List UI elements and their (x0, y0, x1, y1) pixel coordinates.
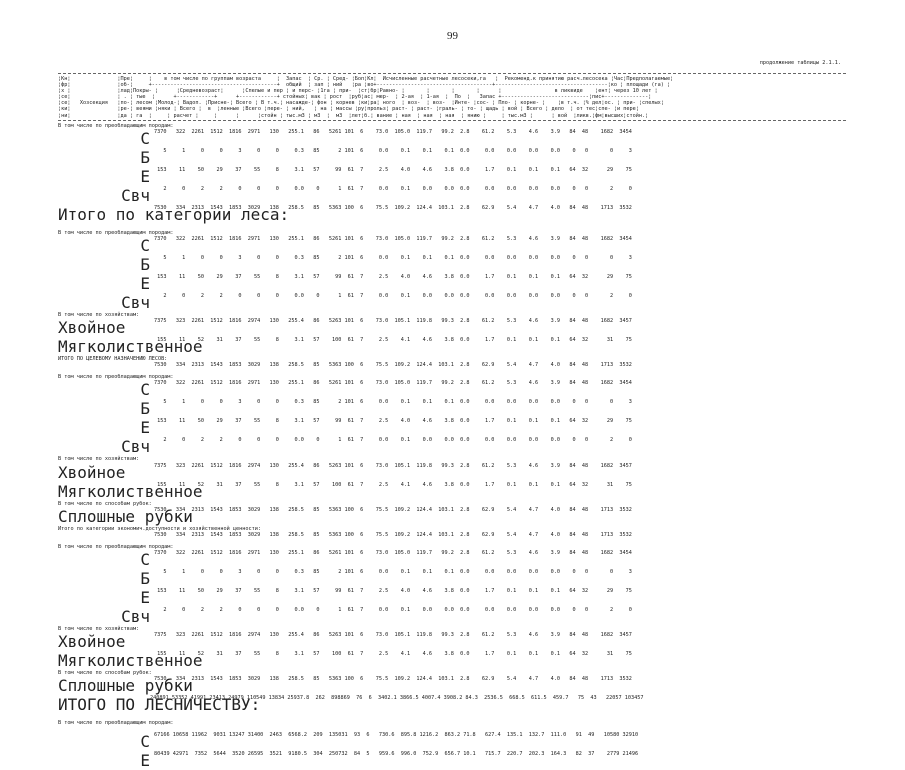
row-values: 7370 322 2261 1512 1816 2971 130 255.1 86 5261 101 6 73.0 105.0 119.7 99.2 2.8 61.2 5.3 4.6 3.9 84 48 1682 3454 (154, 128, 632, 135)
table-row (58, 293, 846, 312)
table-row (58, 507, 846, 526)
row-values: 7370 322 2261 1512 1816 2971 130 255.1 86 5261 101 6 73.0 105.0 119.7 99.2 2.8 61.2 5.3 4.6 3.9 84 48 1682 3454 (154, 380, 632, 387)
table-block (58, 230, 846, 368)
table-block (58, 374, 846, 537)
header-line: ¦х ¦ ¦лад¦Покры- ¦ ¦Средневозраст¦ ¦Спелые и пер ¦ и перс- ¦1га ¦ при- ¦ст¦бр¦Равно- ¦ ¦ ¦ ¦ ¦ в ликвиде ¦ент¦ через 10 лет ¦ (58, 88, 658, 95)
row-label: Хвойное (58, 632, 126, 652)
table-row (58, 399, 846, 418)
block-title: В том числе по преобладающим породам: (58, 229, 174, 236)
row-values: 5 1 0 0 3 0 0 0.3 85 2 101 6 0.0 0.1 0.1 0.1 0.0 0.0 0.0 0.0 0.0 0 0 0 3 (154, 399, 632, 406)
row-label: Мягколиственное (58, 337, 203, 357)
row-label: Б (140, 147, 150, 167)
row-values: 7530 334 2313 1543 1853 3029 138 258.5 85 5363 100 6 75.5 109.2 124.4 103.1 2.8 62.9 5.4 4.7 4.0 84 48 1713 3532 (154, 506, 632, 513)
total-label: ИТОГО ПО ЛЕСНИЧЕСТВУ: (58, 695, 261, 715)
row-values: 5 1 0 0 3 0 0 0.3 85 2 101 6 0.0 0.1 0.1 0.1 0.0 0.0 0.0 0.0 0.0 0 0 0 3 (154, 254, 632, 261)
row-label: С (140, 732, 150, 752)
block-title: В том числе по преобладающим породам: (58, 543, 174, 550)
table-row (58, 651, 846, 670)
row-label: Сплошные рубки (58, 506, 193, 526)
row-values: 7370 322 2261 1512 1816 2971 130 255.1 86 5261 101 6 73.0 105.0 119.7 99.2 2.8 61.2 5.3 4.6 3.9 84 48 1682 3454 (154, 235, 632, 242)
row-label: С (140, 128, 150, 148)
row-label: Б (140, 568, 150, 588)
table-row (58, 186, 846, 205)
total-label: Итого по категории леса: (58, 204, 290, 224)
continuation-note: продолжение таблицы 2.1.1. (759, 60, 841, 66)
row-values: 2 0 2 2 0 0 0 0.0 0 1 61 7 0.0 0.1 0.0 0.0 0.0 0.0 0.0 0.0 0.0 0 0 2 0 (154, 606, 632, 613)
total-row (58, 205, 846, 224)
row-values: 155 11 52 31 37 55 8 3.1 57 100 61 7 2.5 4.1 4.6 3.8 0.0 1.7 0.1 0.1 0.1 64 32 31 75 (154, 651, 632, 658)
row-values: 153 11 50 29 37 55 8 3.1 57 99 61 7 2.5 4.0 4.6 3.8 0.0 1.7 0.1 0.1 0.1 64 32 29 75 (154, 418, 632, 425)
row-label: Е (140, 166, 150, 186)
table-row (58, 274, 846, 293)
header-bottom-rule (58, 120, 846, 121)
row-label: Б (140, 399, 150, 419)
header-line: ¦се¦ Хозсекция ¦по-¦ лесом ¦Молод-¦ Вадоп. ¦Присне-¦ Всего ¦ В т.ч.¦ насажде-¦ фон ¦ корнев ¦ки¦ра¦ ного ¦ воз- ¦ воз- ¦Инте- ¦сос- ¦ Пло- ¦ корне- ¦ ¦в т.ч. ¦% дел¦ос. ¦ при- ¦спелых¦ (58, 100, 664, 107)
row-values: 153 11 50 29 37 55 8 3.1 57 99 61 7 2.5 4.0 4.6 3.8 0.0 1.7 0.1 0.1 0.1 64 32 29 75 (154, 166, 632, 173)
row-label: Б (140, 254, 150, 274)
table-block (58, 544, 846, 714)
header-line: ¦се¦ ¦ . ¦ тые ¦ +------------+ +------------+ стойных¦ вак ¦ рост ¦руб¦ас¦ мер- ¦ 2-ая ¦ 1-ая ¦ По ¦ Запас +----------------------------¦пис+--------------¦ (58, 94, 652, 101)
row-values: 5 1 0 0 3 0 0 0.3 85 2 101 6 0.0 0.1 0.1 0.1 0.0 0.0 0.0 0.0 0.0 0 0 0 3 (154, 568, 632, 575)
row-values: 7375 323 2261 1512 1816 2974 130 255.4 86 5263 101 6 73.0 105.1 119.8 99.3 2.8 61.2 5.3 4.6 3.9 84 48 1682 3457 (154, 318, 632, 325)
row-values: 5 1 0 0 3 0 0 0.3 85 2 101 6 0.0 0.1 0.1 0.1 0.0 0.0 0.0 0.0 0.0 0 0 0 3 (154, 147, 632, 154)
subsection-title: В том числе по хозяйствам: (58, 456, 140, 463)
row-label: Мягколиственное (58, 651, 203, 671)
table-row (58, 732, 846, 751)
table-row (58, 167, 846, 186)
table-row (58, 569, 846, 588)
table-row (58, 751, 846, 770)
forest-table (58, 72, 846, 770)
table-row (58, 255, 846, 274)
row-values: 67166 10658 11962 9031 13247 31400 2463 6568.2 209 135031 93 6 730.6 895.8 1216.2 863.2 71.8 627.4 135.1 132.7 111.0 91 49 10580 32910 (154, 732, 639, 739)
subsection-title: В том числе по способам рубок: (58, 670, 152, 677)
table-header (58, 76, 846, 119)
row-label: Хвойное (58, 318, 126, 338)
row-label: С (140, 235, 150, 255)
row-label: Свч (121, 185, 150, 205)
block-title: В том числе по преобладающим породам: (58, 122, 174, 129)
subsection-title: В том числе по способам рубок: (58, 500, 152, 507)
table-row (58, 463, 846, 482)
header-line: ¦Кн¦ ¦Пре¦ ¦ в том числе по группам возраста ¦ Запас ¦ Ср. ¦ Сред- ¦Боп¦Кл¦ Исчисленные расчетные лесосеки,га ¦ Рекоменд.к принятию расч.лесосека ¦Час¦Предполагаемые¦ (58, 76, 674, 82)
block-title: В том числе по преобладающим породам: (58, 720, 174, 727)
row-label: Е (140, 751, 150, 770)
total-caption: Итого по категории экономич.доступности и хозяйственной ценности: (58, 525, 262, 532)
row-label: Е (140, 587, 150, 607)
subsection-title: В том числе по хозяйствам: (58, 311, 140, 318)
table-row (58, 318, 846, 337)
table-row (58, 550, 846, 569)
table-row (58, 482, 846, 501)
row-label: Хвойное (58, 462, 126, 482)
row-label: Свч (121, 292, 150, 312)
row-values: 155 11 52 31 37 55 8 3.1 57 100 61 7 2.5 4.1 4.6 3.8 0.0 1.7 0.1 0.1 0.1 64 32 31 75 (154, 337, 632, 344)
row-values: 153 11 50 29 37 55 8 3.1 57 99 61 7 2.5 4.0 4.6 3.8 0.0 1.7 0.1 0.1 0.1 64 32 29 75 (154, 587, 632, 594)
row-values: 155 11 52 31 37 55 8 3.1 57 100 61 7 2.5 4.1 4.6 3.8 0.0 1.7 0.1 0.1 0.1 64 32 31 75 (154, 481, 632, 488)
table-row (58, 588, 846, 607)
row-values: 153 11 50 29 37 55 8 3.1 57 99 61 7 2.5 4.0 4.6 3.8 0.0 1.7 0.1 0.1 0.1 64 32 29 75 (154, 273, 632, 280)
block-title: В том числе по преобладающим породам: (58, 374, 174, 381)
row-label: Сплошные рубки (58, 676, 193, 696)
table-row (58, 236, 846, 255)
table-top-rule (58, 73, 846, 74)
row-label: Свч (121, 606, 150, 626)
header-line: ¦ни¦ ¦да ¦ га ¦ ¦ расчет ¦ ¦ ¦ ¦стойн ¦ тыс.м3 ¦ м3 ¦ м3 ¦лет¦б.¦ вание ¦ ная ¦ ная ¦ ная ¦ янию ¦ ¦ тыс.м3 ¦ ¦ вой ¦ликв.¦фм¦высших¦стойн.¦ (58, 112, 649, 119)
table-row (58, 380, 846, 399)
total-row (58, 695, 846, 714)
row-label: Е (140, 273, 150, 293)
header-line: ¦ки¦ ¦ре-¦ веями ¦няки ¦ Всего ¦ в ¦ленные ¦Всего ¦пере- ¦ ний, ¦ на ¦ массы ¦ру¦прольз¦ раст- ¦ раст- ¦граль- ¦ то- ¦ щадь ¦ вой ¦ Всего ¦ дело ¦ от тес¦спе- ¦и пере¦ (58, 106, 639, 113)
total-values: 240891 53352 41991 23413 24979 110549 13834 25937.8 262 898869 76 6 3402.1 3866.5 4007.4 3908.2 84.3 2536.5 668.5 611.5 459.7 75 43 22057 103457 (150, 695, 644, 702)
row-values: 2 0 2 2 0 0 0 0.0 0 1 61 7 0.0 0.1 0.0 0.0 0.0 0.0 0.0 0.0 0.0 0 0 2 0 (154, 437, 632, 444)
row-values: 2 0 2 2 0 0 0 0.0 0 1 61 7 0.0 0.1 0.0 0.0 0.0 0.0 0.0 0.0 0.0 0 0 2 0 (154, 292, 632, 299)
table-block (58, 123, 846, 224)
header-line: ¦фр¦ ¦об-¦ +----------------------------------------+ общий ¦ зап ¦ ний ¦ра ¦во+-------------------------------------+------------------------------------¦ко ¦ площади (га) ¦ (58, 82, 671, 89)
row-label: Е (140, 418, 150, 438)
row-label: С (140, 380, 150, 400)
total-values: 7530 334 2313 1543 1853 3029 138 258.5 85 5363 100 6 75.5 109.2 124.4 103.1 2.8 62.9 5.4 4.7 4.0 84 48 1713 3532 (154, 204, 632, 211)
total-label: ИТОГО ПО ЦЕЛЕВОМУ НАЗНАЧЕНИЮ ЛЕСОВ: (58, 356, 168, 363)
table-row (58, 129, 846, 148)
row-values: 80439 42971 7352 5644 3520 26595 3521 9180.5 304 250732 84 5 959.6 996.0 752.9 656.7 10.1 715.7 220.7 202.3 164.3 82 37 2779 21496 (154, 751, 639, 758)
table-row (58, 148, 846, 167)
table-row (58, 676, 846, 695)
row-label: Свч (121, 437, 150, 457)
row-values: 7375 323 2261 1512 1816 2974 130 255.4 86 5263 101 6 73.0 105.1 119.8 99.3 2.8 61.2 5.3 4.6 3.9 84 48 1682 3457 (154, 462, 632, 469)
table-row (58, 632, 846, 651)
row-label: Мягколиственное (58, 481, 203, 501)
row-values: 2 0 2 2 0 0 0 0.0 0 1 61 7 0.0 0.1 0.0 0.0 0.0 0.0 0.0 0.0 0.0 0 0 2 0 (154, 185, 632, 192)
table-row (58, 607, 846, 626)
row-values: 7530 334 2313 1543 1853 3029 138 258.5 85 5363 100 6 75.5 109.2 124.4 103.1 2.8 62.9 5.4 4.7 4.0 84 48 1713 3532 (154, 676, 632, 683)
table-row (58, 437, 846, 456)
table-row (58, 418, 846, 437)
total-values: 7530 334 2313 1543 1853 3029 138 258.5 85 5363 100 6 75.5 109.2 124.4 103.1 2.8 62.9 5.4 4.7 4.0 84 48 1713 3532 (154, 531, 632, 538)
page-number: 99 (447, 30, 458, 42)
total-values: 7530 334 2313 1543 1853 3029 138 258.5 85 5363 100 6 75.5 109.2 124.4 103.1 2.8 62.9 5.4 4.7 4.0 84 48 1713 3532 (154, 362, 632, 369)
table-row (58, 337, 846, 356)
subsection-title: В том числе по хозяйствам: (58, 625, 140, 632)
row-values: 7370 322 2261 1512 1816 2971 130 255.1 86 5261 101 6 73.0 105.0 119.7 99.2 2.8 61.2 5.3 4.6 3.9 84 48 1682 3454 (154, 549, 632, 556)
row-label: С (140, 549, 150, 569)
row-values: 7375 323 2261 1512 1816 2974 130 255.4 86 5263 101 6 73.0 105.1 119.8 99.3 2.8 61.2 5.3 4.6 3.9 84 48 1682 3457 (154, 632, 632, 639)
table-block (58, 720, 846, 770)
